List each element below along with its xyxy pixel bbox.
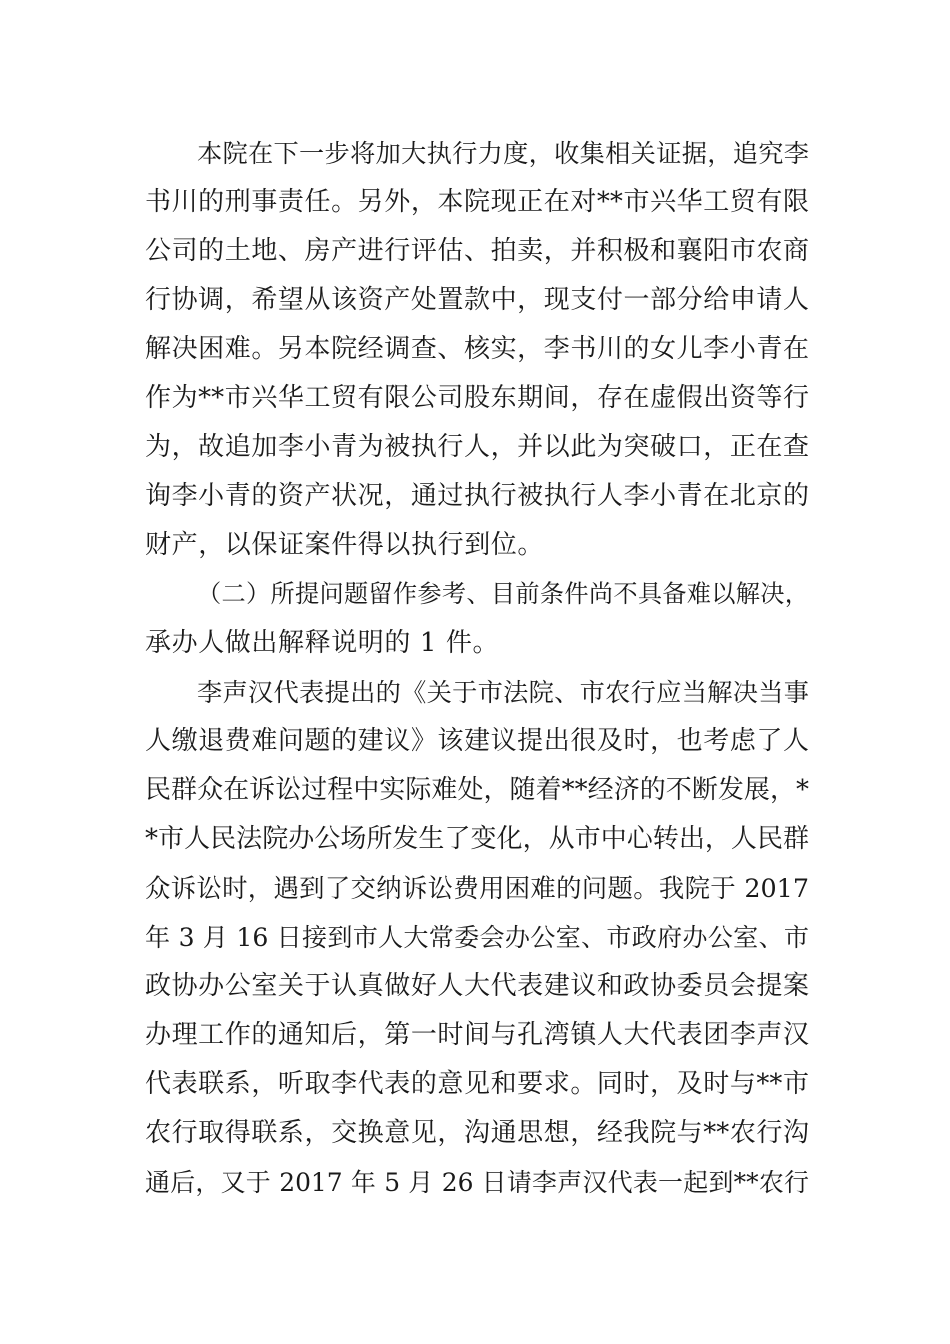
text-line: 民群众在诉讼过程中实际难处，随着**经济的不断发展，*: [145, 775, 809, 805]
text-line: 政协办公室关于认真做好人大代表建议和政协委员会提案: [145, 971, 809, 1001]
text-line: 书川的刑事责任。另外，本院现正在对**市兴华工贸有限: [145, 187, 809, 217]
text-line: 众诉讼时，遇到了交纳诉讼费用困难的问题。我院于 2017: [145, 873, 809, 903]
text-line: 解决困难。另本院经调查、核实，李书川的女儿李小青在: [145, 334, 809, 364]
text-line: 代表联系，听取李代表的意见和要求。同时，及时与**市: [145, 1069, 809, 1099]
text-line: 为，故追加李小青为被执行人，并以此为突破口，正在查: [145, 432, 809, 462]
text-line: 办理工作的通知后，第一时间与孔湾镇人大代表团李声汉: [145, 1020, 809, 1050]
text-line: 李声汉代表提出的《关于市法院、市农行应当解决当事: [197, 678, 809, 707]
text-line: 公司的土地、房产进行评估、拍卖，并积极和襄阳市农商: [145, 236, 809, 266]
text-line: 农行取得联系，交换意见，沟通思想，经我院与**农行沟: [145, 1118, 809, 1148]
text-line: （二）所提问题留作参考、目前条件尚不具备难以解决，: [197, 580, 809, 608]
text-line: 本院在下一步将加大执行力度，收集相关证据，追究李: [197, 139, 809, 168]
text-line: 作为**市兴华工贸有限公司股东期间，存在虚假出资等行: [145, 383, 809, 413]
text-line: 财产，以保证案件得以执行到位。: [145, 530, 545, 560]
text-line: 年 3 月 16 日接到市人大常委会办公室、市政府办公室、市: [145, 923, 809, 952]
text-line: 人缴退费难问题的建议》该建议提出很及时，也考虑了人: [145, 726, 809, 756]
text-line: 承办人做出解释说明的 1 件。: [145, 628, 500, 658]
text-line: *市人民法院办公场所发生了变化，从市中心转出，人民群: [145, 824, 809, 854]
text-line: 询李小青的资产状况，通过执行被执行人李小青在北京的: [145, 481, 809, 511]
text-line: 通后，又于 2017 年 5 月 26 日请李声汉代表一起到**农行: [145, 1168, 809, 1197]
text-line: 行协调，希望从该资产处置款中，现支付一部分给申请人: [145, 285, 809, 315]
document-body: [145, 129, 809, 1207]
